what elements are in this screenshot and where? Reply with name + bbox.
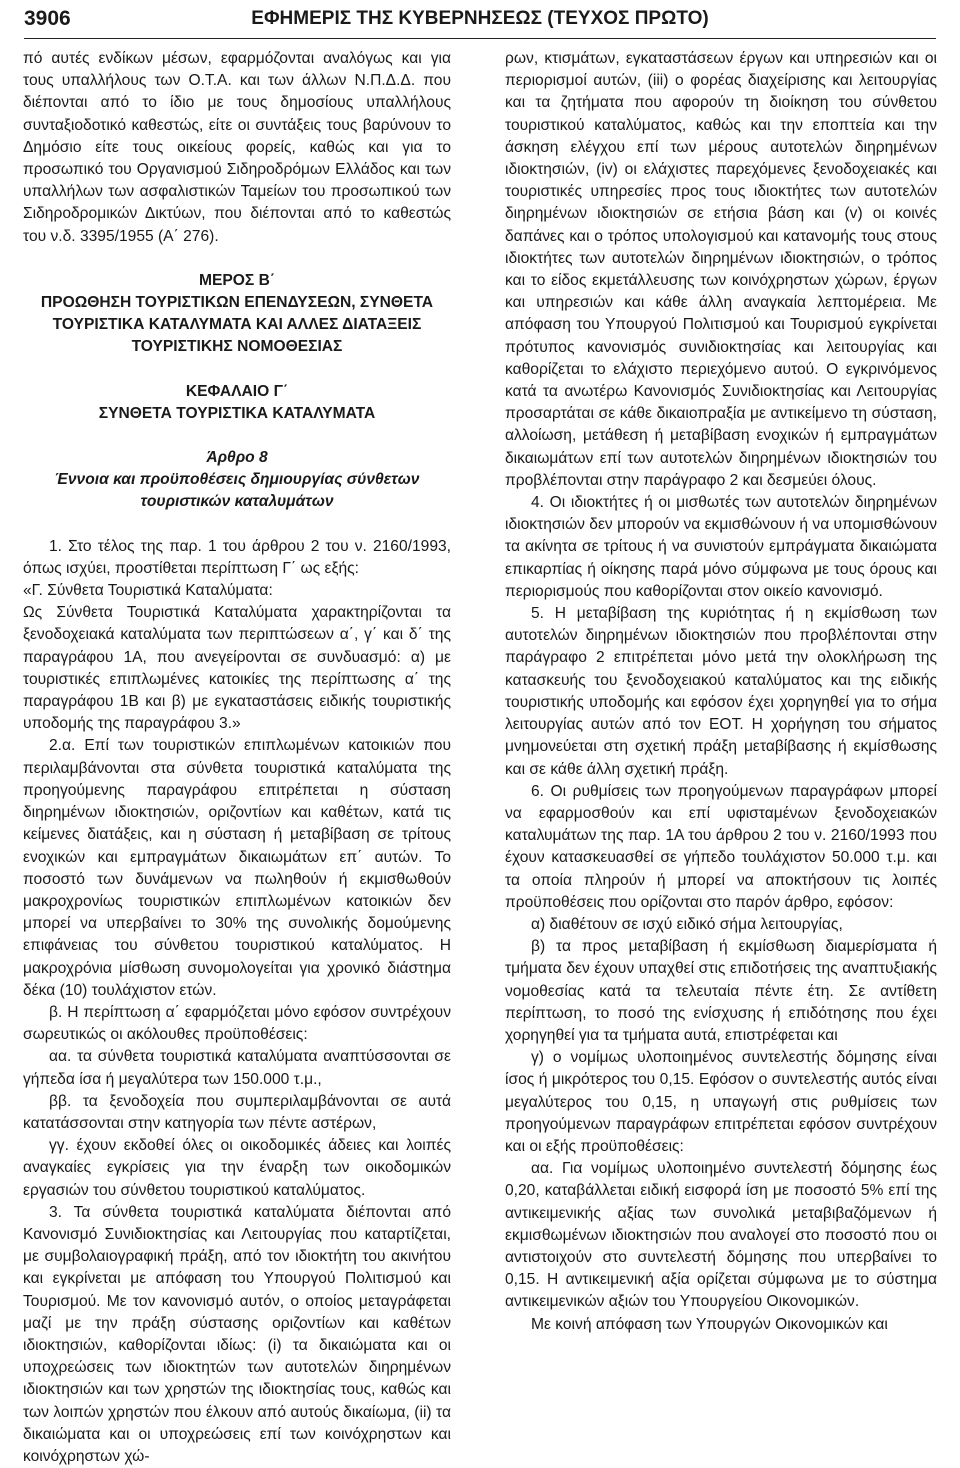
- part-heading: ΜΕΡΟΣ Β΄: [198, 271, 276, 289]
- paragraph: β. Η περίπτωση α΄ εφαρμόζεται μόνο εφόσον συντρέχουν σωρευτικώς οι ακόλουθες προϋποθέσεις:: [23, 1003, 451, 1044]
- article-title-line: τουριστικών καταλυμάτων: [140, 493, 334, 511]
- gazette-title: ΕΦΗΜΕΡΙΣ ΤΗΣ ΚΥΒΕΡΝΗΣΕΩΣ (ΤΕΥΧΟΣ ΠΡΩΤΟ): [251, 8, 709, 29]
- part-title-line: ΠΡΟΩΘΗΣΗ ΤΟΥΡΙΣΤΙΚΩΝ ΕΠΕΝΔΥΣΕΩΝ, ΣΥΝΘΕΤΑ: [40, 294, 434, 312]
- part-title-line: ΤΟΥΡΙΣΤΙΚΑ ΚΑΤΑΛΥΜΑΤΑ ΚΑΙ ΑΛΛΕΣ ΔΙΑΤΑΞΕΙΣ: [52, 316, 422, 334]
- paragraph: γγ. έχουν εκδοθεί όλες οι οικοδομικές άδειες και λοιπές αναγκαίες εγκρίσεις για την έναρξη των οικοδομικών εργασιών του σύνθετου τουριστικού καταλύματος.: [23, 1137, 451, 1199]
- article-heading: Άρθρο 8: [206, 449, 268, 467]
- paragraph: ββ. τα ξενοδοχεία που συμπεριλαμβάνονται σε αυτά κατατάσσονται στην κατηγορία των πέντε αστέρων,: [23, 1092, 451, 1132]
- chapter-title: ΣΥΝΘΕΤΑ ΤΟΥΡΙΣΤΙΚΑ ΚΑΤΑΛΥΜΑΤΑ: [98, 404, 376, 422]
- paragraph: «Γ. Σύνθετα Τουριστικά Καταλύματα:: [23, 582, 273, 600]
- paragraph: πό αυτές ενδίκων μέσων, εφαρμόζονται αναλόγως και για τους υπαλλήλους των Ο.Τ.Α. και των άλλων Ν.Π.Δ.Δ. που διέπονται από το ίδιο με τους δημοσίους υπαλλήλους συνταξιοδοτικό καθεστώς, είτε οι συντάξεις τους βαρύνουν το Δημόσιο είτε τους οικείους φορείς, καθώς και για το προσωπικό του Οργανισμού Σιδηροδρόμων Ελλάδος και των υπαλλήλων των ασφαλιστικών Ταμείων του προσωπικού των Σιδηροδρομικών Δικτύων, που διέπονται από το καθεστώς του ν.δ. 3395/1955 (Α΄ 276).: [23, 50, 451, 245]
- paragraph: α) διαθέτουν σε ισχύ ειδικό σήμα λειτουργίας,: [531, 915, 843, 933]
- page-number: 3906: [24, 7, 71, 30]
- paragraph: 5. Η μεταβίβαση της κυριότητας ή η εκμίσθωση των αυτοτελών διηρημένων ιδιοκτησιών που προβλέπονται στην παράγραφο 2 επιτρέπεται μόνο μετά την ολοκλήρωση της κατασκευής του ξενοδοχειακού καταλύματος και της ειδικής τουριστικής υποδομής και εφόσον έχει χορηγηθεί για το σήμα λειτουργίας αυτών από τον ΕΟΤ. Η χορήγηση του σήματος μνημονεύεται στη σχετική πράξη μεταβίβασης ή εκμίσθωσης και σε κάθε άλλη σχετική πράξη.: [505, 605, 937, 778]
- paragraph: Με κοινή απόφαση των Υπουργών Οικονομικών και: [531, 1315, 888, 1333]
- part-title-line: ΤΟΥΡΙΣΤΙΚΗΣ ΝΟΜΟΘΕΣΙΑΣ: [131, 338, 343, 356]
- paragraph: αα. τα σύνθετα τουριστικά καταλύματα αναπτύσσονται σε γήπεδα ίσα ή μεγαλύτερα των 150.000 τ.μ.,: [23, 1048, 451, 1088]
- paragraph: 4. Οι ιδιοκτήτες ή οι μισθωτές των αυτοτελών διηρημένων ιδιοκτησιών δεν μπορούν να εκμισθώνουν ή να υπομισθώνουν τα ακίνητα σε τρίτους ή να συνιστούν εμπράγματα δικαιώματα επικαρπίας ή οίκησης παρά μόνο σύμφωνα με τους όρους και περιορισμούς που καθορίζονται στον οικείο κανονισμό.: [505, 494, 938, 600]
- page-header: [24, 0, 936, 39]
- left-column: [23, 48, 451, 1468]
- chapter-heading: ΚΕΦΑΛΑΙΟ Γ΄: [185, 382, 289, 400]
- paragraph: αα. Για νομίμως υλοποιημένο συντελεστή δόμησης έως 0,20, καταβάλλεται ειδική εισφορά ίση με ποσοστό 5% επί της αντικειμενικής αξίας των συνολικά μεταβιβαζόμενων ή εκμισθωμένων ιδιοκτησιών που αναλογεί στο ποσοστό που οι αντιστοιχούν στο συντελεστή δόμησης που υπερβαίνει το 0,15. Η αντικειμενική αξία ορίζεται σύμφωνα με το σύστημα αντικειμενικών αξιών του Υπουργείου Οικονομικών.: [505, 1160, 937, 1311]
- paragraph: 2.α. Επί των τουριστικών επιπλωμένων κατοικιών που περιλαμβάνονται στα σύνθετα τουριστικά καταλύματα της προηγούμενης παραγράφου επιτρέπεται η σύσταση διηρημένων ιδιοκτησιών, οριζοντίων και καθέτων, κατά τις κείμενες διατάξεις, και η σύσταση ή μεταβίβαση σε τρίτους ενοχικών και εμπραγμάτων δικαιωμάτων επ΄ αυτών. Το ποσοστό των δυνάμενων να πωληθούν ή εκμισθωθούν μακροχρονίως τουριστικών επιπλωμένων κατοικιών δεν μπορεί να υπερβαίνει το 30% της συνολικής δομούμενης επιφάνειας του σύνθετου τουριστικού καταλύματος. Η μακροχρόνια μίσθωση συνομολογείται για χρονικό διάστημα δέκα (10) τουλάχιστον ετών.: [23, 737, 451, 999]
- paragraph: ρων, κτισμάτων, εγκαταστάσεων έργων και υπηρεσιών και οι περιορισμοί αυτών, (iii) ο φορέας διαχείρισης και λειτουργίας και τα ζητήματα που αφορούν τη διοίκηση του σύνθετου τουριστικού καταλύματος, καθώς και την εποπτεία και την άσκηση ελέγχου επί των μέρους αυτοτελών διηρημένων ιδιοκτησιών, (iv) οι ελάχιστες παρεχόμενες ξενοδοχειακές και τουριστικές υπηρεσίες προς τους ιδιοκτήτες των αυτοτελών διηρημένων ιδιοκτησιών σε ετήσια βάση και (v) οι κοινές δαπάνες και ο τρόπος υπολογισμού και κατανομής τους στους ιδιοκτήτες των αυτοτελών διηρημένων ιδιοκτησιών, ο τρόπος και το είδος εκμετάλλευσης των κοινόχρηστων χώρων, έργων και υπηρεσιών και κάθε άλλη αναγκαία λεπτομέρεια. Με απόφαση του Υπουργού Πολιτισμού και Τουρισμού εγκρίνεται πρότυπος κανονισμός συνιδιοκτησίας και λειτουργίας και καθορίζεται το ελάχιστο περιεχόμενο αυτού. Ο εγκρινόμενος κατά τα ανωτέρω Κανονισμός Συνιδιοκτησίας και Λειτουργίας προσαρτάται σε κάθε δικαιοπραξία με αντικείμενο τη σύσταση, αλλοίωση, μετάθεση ή μεταβίβαση ενοχικών ή εμπραγμάτων δικαιωμάτων επί των αυτοτελών διηρημένων ιδιοκτησιών του προβλέπονται στην παράγραφο 2 και δεσμεύει όλους.: [505, 50, 937, 489]
- paragraph: γ) ο νομίμως υλοποιημένος συντελεστής δόμησης είναι ίσος ή μικρότερος του 0,15. Εφόσον ο συντελεστής αυτός είναι μεγαλύτερος του 0,15, η υπαγωγή στις ρυθμίσεις των προηγούμενων παραγράφων επιτρέπεται εφόσον συντρέχουν και οι εξής προϋποθέσεις:: [505, 1049, 937, 1155]
- paragraph: Ως Σύνθετα Τουριστικά Καταλύματα χαρακτηρίζονται τα ξενοδοχειακά καταλύματα των περιπτώσεων α΄, γ΄ και δ΄ της παραγράφου 1Α, που ανεγείρονται σε συνδυασμό: α) με τουριστικές επιπλωμένες κατοικίες της περίπτωσης α΄ της παραγράφου 1Β και β) με εγκαταστάσεις ειδικής τουριστικής υποδομής της παραγράφου 3.»: [23, 604, 451, 733]
- paragraph: β) τα προς μεταβίβαση ή εκμίσθωση διαμερίσματα ή τμήματα δεν έχουν υπαχθεί στις επιδοτήσεις της αναπτυξιακής νομοθεσίας κατά τα τελευταία πέντε έτη. Σε αντίθετη περίπτωση, το ποσό της ενίσχυσης ή επιδότησης που έχει χορηγηθεί για τα τμήματα αυτά, επιστρέφεται και: [505, 938, 937, 1044]
- right-column: [505, 48, 937, 1336]
- paragraph: 3. Τα σύνθετα τουριστικά καταλύματα διέπονται από Κανονισμό Συνιδιοκτησίας και Λειτουργίας που καταρτίζεται, με συμβολαιογραφική πράξη, από τον ιδιοκτήτη του ακινήτου και εγκρίνεται με απόφαση του Υπουργού Πολιτισμού και Τουρισμού. Με τον κανονισμό αυτόν, ο οποίος μεταγράφεται μαζί με την πράξη σύστασης οριζοντίων και καθέτων ιδιοκτησιών, καθορίζονται ιδίως: (i) τα δικαιώματα και οι υποχρεώσεις των ιδιοκτητών των αυτοτελών διηρημένων ιδιοκτησιών και των χρηστών της ιδιοκτησίας τους, καθώς και των λοιπών χρηστών που έλκουν από αυτούς δικαίωμα, (ii) τα δικαιώματα και οι υποχρεώσεις επί των κοινόχρηστων και κοινόχρηστων χώ-: [23, 1203, 451, 1465]
- article-title-line: Έννοια και προϋποθέσεις δημιουργίας σύνθετων: [54, 471, 420, 489]
- paragraph: 6. Οι ρυθμίσεις των προηγούμενων παραγράφων μπορεί να εφαρμοσθούν και επί υφισταμένων ξενοδοχειακών καταλυμάτων της παρ. 1Α του άρθρου 2 του ν. 2160/1993 που έχουν κατασκευασθεί σε γήπεδο τουλάχιστον 50.000 τ.μ. και τα οποία πληρούν ή μπορεί να αποκτήσουν τις λοιπές προϋποθέσεις που ορίζονται στο παρόν άρθρο, εφόσον:: [505, 782, 937, 911]
- paragraph: 1. Στο τέλος της παρ. 1 του άρθρου 2 του ν. 2160/1993, όπως ισχύει, προστίθεται περίπτωση Γ΄ ως εξής:: [23, 537, 451, 577]
